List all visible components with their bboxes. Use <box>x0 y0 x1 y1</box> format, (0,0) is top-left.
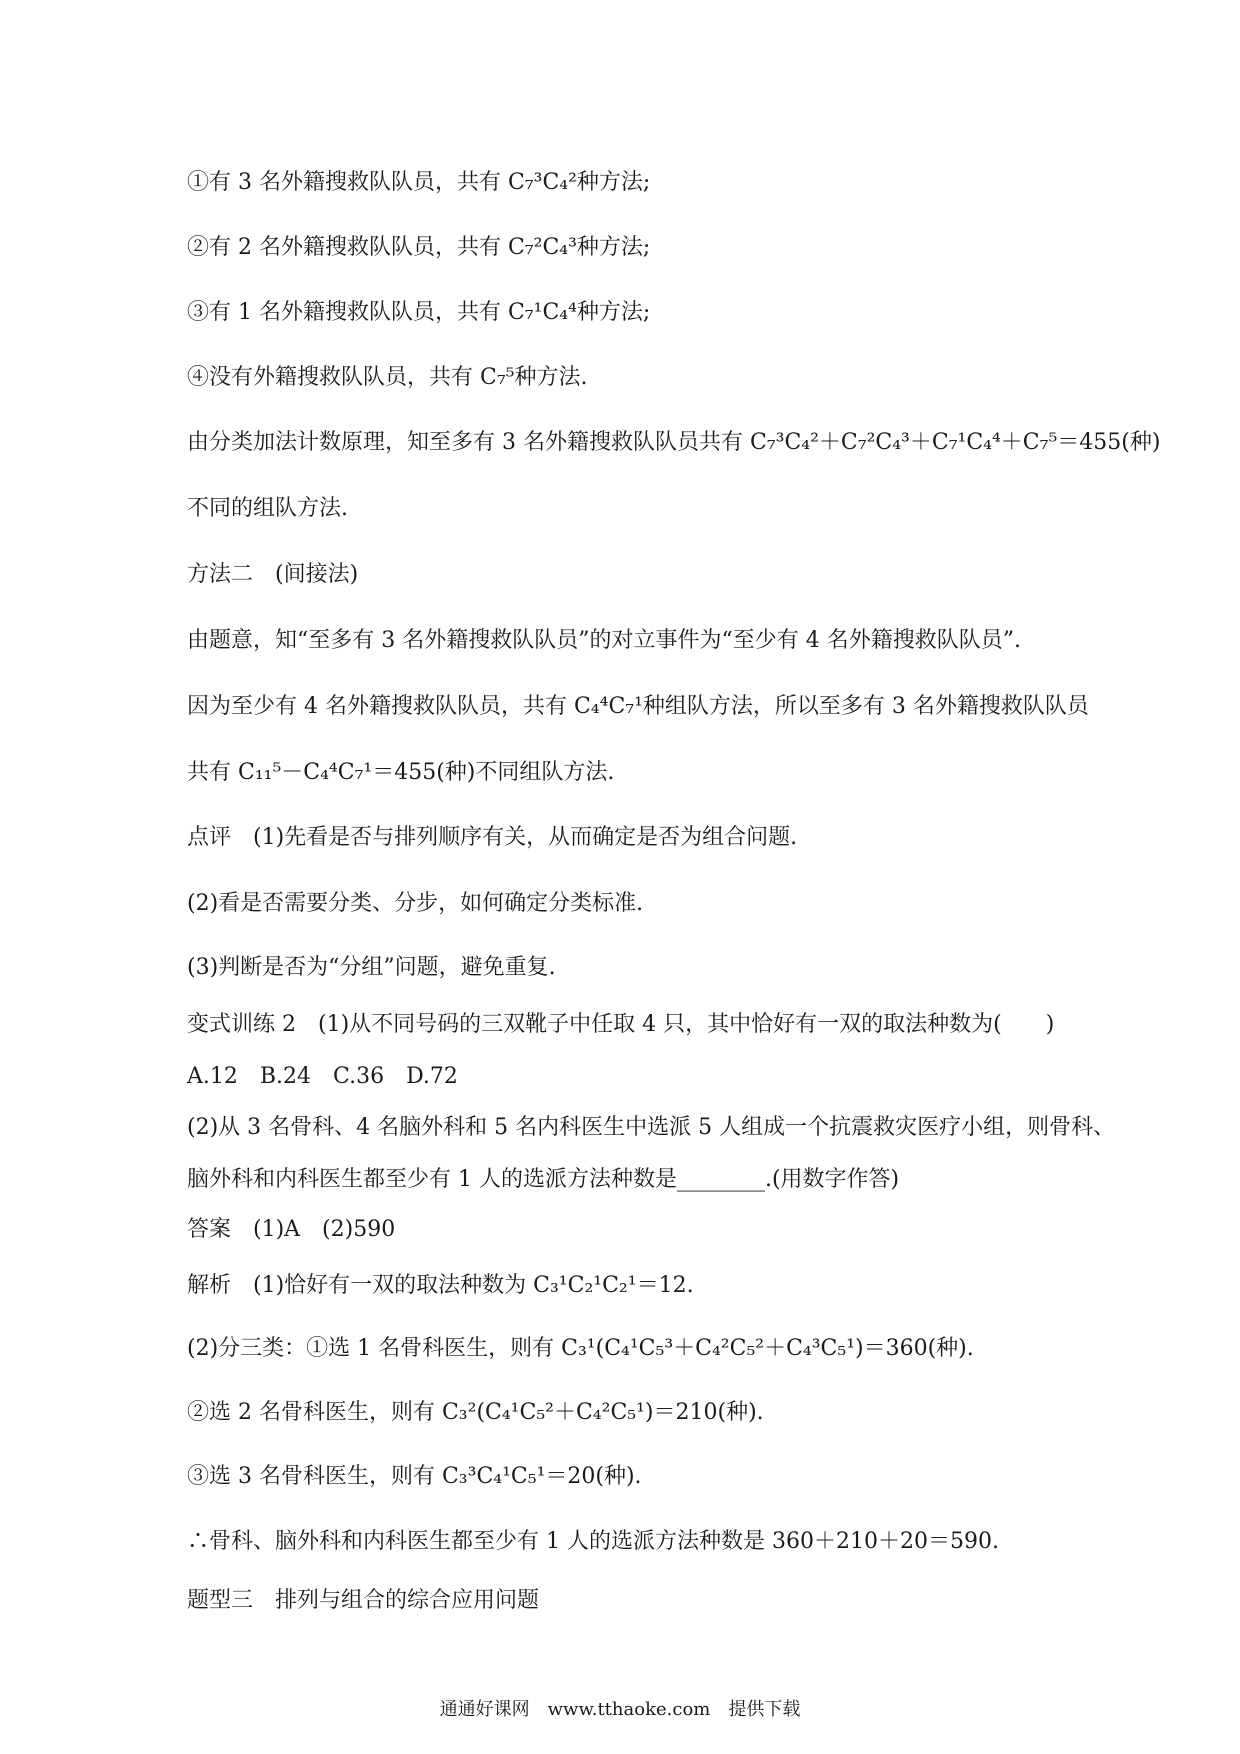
text-line: 共有 C₁₁⁵－C₄⁴C₇¹＝455(种)不同组队方法. <box>187 760 615 785</box>
text-line: ④没有外籍搜救队队员，共有 C₇⁵种方法. <box>187 365 588 390</box>
text-line: 因为至少有 4 名外籍搜救队队员，共有 C₄⁴C₇¹种组队方法，所以至多有 3 名外籍搜救队队员 <box>187 694 1089 719</box>
text-line: A.12 B.24 C.36 D.72 <box>187 1064 458 1089</box>
text-line: 由题意，知“至多有 3 名外籍搜救队队员”的对立事件为“至少有 4 名外籍搜救队队员”. <box>187 628 1021 653</box>
text-line: ③有 1 名外籍搜救队队员，共有 C₇¹C₄⁴种方法; <box>187 300 651 325</box>
page-footer: 通通好课网 www.tthaoke.com 提供下载 <box>439 1699 801 1720</box>
text-line: 由分类加法计数原理，知至多有 3 名外籍搜救队队员共有 C₇³C₄²＋C₇²C₄³＋C₇¹C₄⁴＋C₇⁵＝455(种) <box>187 430 1161 455</box>
text-line: 题型三 排列与组合的综合应用问题 <box>187 1588 540 1613</box>
text-line: 不同的组队方法. <box>187 496 348 521</box>
text-line: 答案 (1)A (2)590 <box>187 1217 396 1242</box>
text-line: 变式训练 2 (1)从不同号码的三双靴子中任取 4 只，其中恰好有一双的取法种数为( ) <box>187 1012 1055 1037</box>
text-line: (3)判断是否为“分组”问题，避免重复. <box>187 955 556 980</box>
text-line: (2)从 3 名骨科、4 名脑外科和 5 名内科医生中选派 5 人组成一个抗震救灾医疗小组，则骨科、 <box>187 1115 1116 1140</box>
text-line: ②选 2 名骨科医生，则有 C₃²(C₄¹C₅²＋C₄²C₅¹)＝210(种). <box>187 1400 764 1425</box>
text-line: ∴骨科、脑外科和内科医生都至少有 1 人的选派方法种数是 360＋210＋20＝590. <box>187 1529 999 1554</box>
text-line: ②有 2 名外籍搜救队队员，共有 C₇²C₄³种方法; <box>187 235 651 260</box>
text-line: ①有 3 名外籍搜救队队员，共有 C₇³C₄²种方法; <box>187 170 651 195</box>
text-line: 解析 (1)恰好有一双的取法种数为 C₃¹C₂¹C₂¹＝12. <box>187 1273 694 1298</box>
text-line: ③选 3 名骨科医生，则有 C₃³C₄¹C₅¹＝20(种). <box>187 1464 642 1489</box>
text-line: 方法二 (间接法) <box>187 562 359 587</box>
text-line: (2)分三类：①选 1 名骨科医生，则有 C₃¹(C₄¹C₅³＋C₄²C₅²＋C₄³C₅¹)＝360(种). <box>187 1336 974 1361</box>
text-line: 点评 (1)先看是否与排列顺序有关，从而确定是否为组合问题. <box>187 825 798 850</box>
text-line: 脑外科和内科医生都至少有 1 人的选派方法种数是________.(用数字作答) <box>187 1167 900 1192</box>
text-line: (2)看是否需要分类、分步，如何确定分类标准. <box>187 891 644 916</box>
